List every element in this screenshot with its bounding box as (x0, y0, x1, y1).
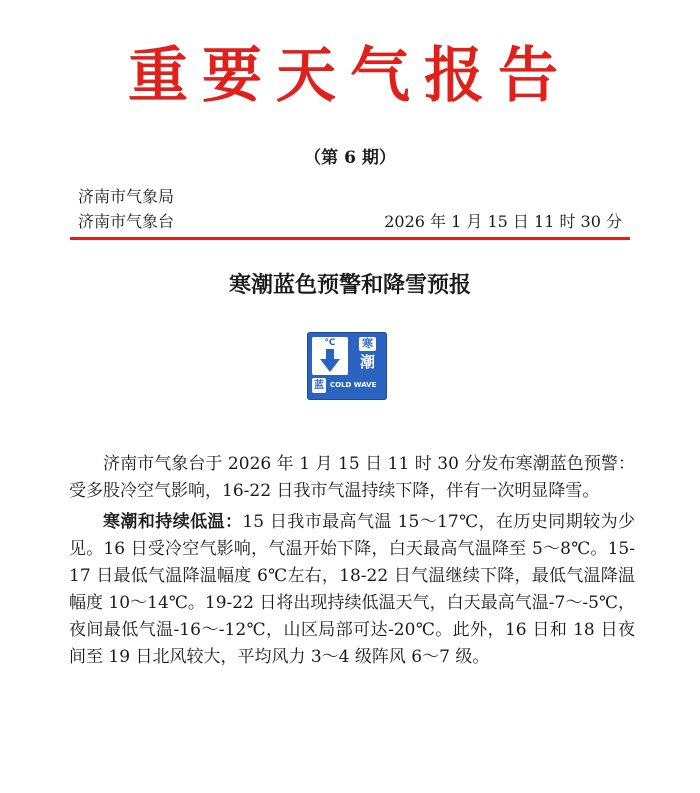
paragraph-warning-text: 济南市气象台于 2026 年 1 月 15 日 11 时 30 分发布寒潮蓝色预警：受多股冷空气影响，16-22 日我市气温持续下降，伴有一次明显降雪。 (69, 454, 635, 501)
document-headline: 寒潮蓝色预警和降雪预报 (228, 272, 471, 298)
down-arrow-icon (318, 349, 342, 373)
paragraph-cold-wave-text: 15 日我市最高气温 15～17℃，在历史同期较为少见。16 日受冷空气影响，气温开始下降，白天最高气温降至 5～8℃。15-17 日最低气温降温幅度 6℃左右，18-22 日气温继续下降，最低气温降温幅度 10～14℃。19-22 日将出现持续低温天气，白天最高气温-7～-5℃，夜间最低气温-16～-12℃，山区局部可达-20℃。此外，16 日和 18 日夜间至 19 日北风较大，平均风力 3～4 级阵风 6～7 级。 (69, 512, 635, 667)
thermometer-down-icon (312, 337, 348, 375)
issue-datetime: 2026 年 1 月 15 日 11 时 30 分 (384, 212, 622, 231)
degree-glyph: ℃ (324, 338, 336, 348)
signal-level-char: 蓝 (314, 380, 324, 391)
paragraph-warning (69, 451, 635, 505)
signal-char-top: 寒 (359, 337, 376, 351)
report-body (69, 451, 635, 675)
issue-number: （第 6 期） (304, 148, 396, 168)
issuer-observatory: 济南市气象台 (78, 212, 175, 231)
signal-char-mid: 潮 (359, 353, 375, 371)
signal-english-label: COLD WAVE (330, 381, 377, 389)
signal-chars (353, 337, 382, 375)
masthead-title: 重要天气报告 (128, 41, 572, 111)
signal-bottom-band (312, 378, 382, 395)
cold-wave-blue-signal-icon (307, 332, 387, 400)
paragraph-cold-wave (69, 509, 635, 671)
issuer-bureau: 济南市气象局 (78, 187, 175, 206)
red-divider-rule (70, 237, 630, 240)
paragraph-cold-wave-lead: 寒潮和持续低温： (103, 512, 243, 532)
